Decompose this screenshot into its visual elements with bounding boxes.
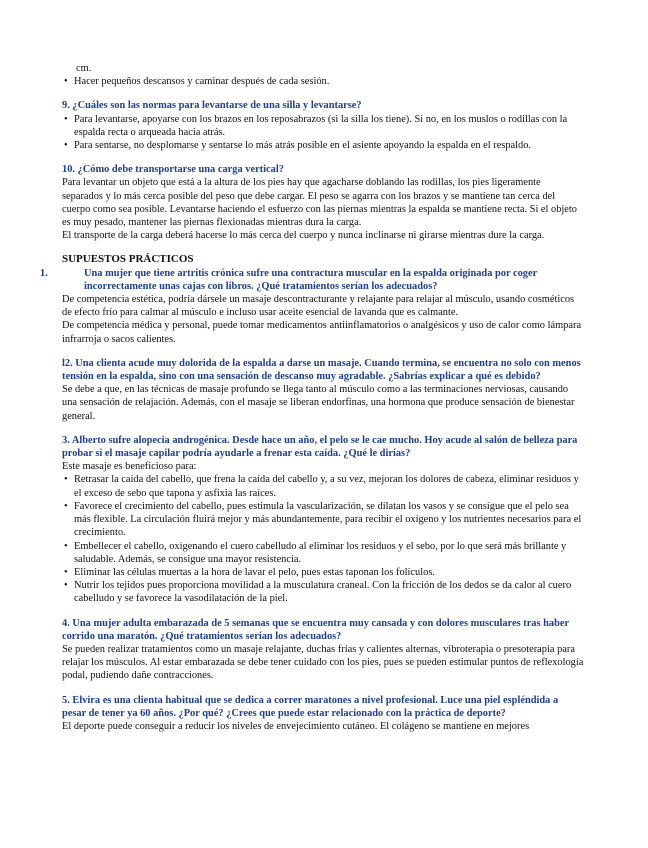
document-page <box>40 62 584 733</box>
list-item: • Embellecer el cabello, oxigenando el cuero cabelludo al eliminar los residuos y el sebo, por lo que será más brillante y saludable. Además, se consigue una mayor resistencia. <box>62 540 584 566</box>
paragraph: De competencia médica y personal, puede tomar medicamentos antiinflamatorios o analgésicos y uso de calor como lámpara infrarroja o sacos calientes. <box>62 320 582 345</box>
list-item: • Hacer pequeños descansos y caminar después de cada sesión. <box>62 75 584 88</box>
list-item: • Para sentarse, no desplomarse y sentarse lo más atrás posible en el asiente apoyando la espalda en el respaldo. <box>62 139 584 152</box>
question-9-heading: 9. ¿Cuáles son las normas para levantarse de una silla y levantarse? <box>62 100 362 112</box>
paragraph: Se pueden realizar tratamientos como un masaje relajante, duchas frías y calientes alternas, vibroterapia o presoterapia para relajar los músculos. Al estar embarazada se debe tener cuidado con los pies, pues se pueden estimular puntos de reflexología podal, pudiendo dañe contracciones. <box>62 643 584 682</box>
case-4-heading: 4. Una mujer adulta embarazada de 5 semanas que se encuentra muy cansada y con dolores musculares tras haber corrido una maratón. ¿Qué tratamientos serían los adecuados? <box>62 617 569 642</box>
case-1-title: Una mujer que tiene artritis crónica sufre una contractura muscular en la espalda originada por coger incorrectamente unas cajas con libros. ¿Qué tratamientos serían los adecuados? <box>84 267 538 292</box>
paragraph: El transporte de la carga deberá hacerse lo más cerca del cuerpo y nunca inclinarse ni girarse mientras dure la carga. <box>62 230 545 242</box>
paragraph: Este masaje es beneficioso para: <box>62 461 197 473</box>
case-1-heading <box>40 267 584 293</box>
list-item: • Para levantarse, apoyarse con los brazos en los reposabrazos (si la silla los tiene). Si no, en los muslos o rodillas con la espalda recta o arqueada hacia atrás. <box>62 113 584 139</box>
paragraph: Para levantar un objeto que está a la altura de los pies hay que agacharse doblando las rodillas, los pies ligeramente separados y lo más cerca posible del peso que debe cargar. El peso se agarra con los brazos y se mantiene tan cerca del cuerpo como sea posible. Levantarse haciendo el esfuerzo con las piernas mientras la espalda se mantiene recta. Si el objeto es muy pesado, mantener las piernas flexionadas mientras dura la carga. <box>62 177 577 229</box>
list-item: • Nutrir los tejidos pues proporciona movilidad a la musculatura craneal. Con la fricción de los dedos se da calor al cuero cabelludo y se favorece la vasodilatación de la piel. <box>62 579 584 605</box>
list-item: • Eliminar las células muertas a la hora de lavar el pelo, pues estas taponan los folículos. <box>62 566 584 579</box>
case-3-heading: 3. Alberto sufre alopecia androgénica. Desde hace un año, el pelo se le cae mucho. Hoy acude al salón de belleza para probar si el masaje capilar podría ayudarle a frenar esta caída. ¿Qué le dirías? <box>62 434 578 460</box>
paragraph: El deporte puede conseguir a reducir los niveles de envejecimiento cutáneo. El colágeno se mantiene en mejores <box>62 720 530 732</box>
paragraph: Se debe a que, en las técnicas de masaje profundo se llega tanto al músculo como a las terminaciones nerviosas, causando una sensación de relajación. Además, con el masaje se liberan endorfinas, una hormona que produce sensación de bienestar general. <box>62 384 575 422</box>
case-number: 1. <box>40 267 48 279</box>
case-3-list <box>62 473 584 605</box>
list-item: • Favorece el crecimiento del cabello, pues estimula la vascularización, se dilatan los vasos y se consigue que el pelo sea más flexible. La circulación fluirá mejor y más abundantemente, para recibir el oxígeno y los nutrientes necesarios para el crecimiento. <box>62 500 584 540</box>
list-item: • Retrasar la caída del cabello, que frena la caída del cabello y, a su vez, mejoran los dolores de cabeza, eliminar residuos y el exceso de sebo que tapona y asfixia las raíces. <box>62 473 584 499</box>
question-10-heading: 10. ¿Cómo debe transportarse una carga vertical? <box>62 164 284 176</box>
question-9-list <box>62 113 584 153</box>
case-2-heading: l2. Una clienta acude muy dolorida de la espalda a darse un masaje. Cuando termina, se encuentra no solo con menos tensión en la espalda, sino con una sensación de descanso muy agradable. ¿Sabrías explicar a qué es debido? <box>62 357 581 383</box>
section-heading: SUPUESTOS PRÁCTICOS <box>62 253 194 266</box>
continued-text: cm. <box>76 63 92 74</box>
case-5-heading: 5. Elvira es una clienta habitual que se dedica a correr maratones a nivel profesional. Luce una piel espléndida a pesar de tener ya 60 años. ¿Por qué? ¿Crees que puede estar relacionado con la práctica de deporte? <box>62 694 559 719</box>
bullet-list-top <box>62 75 584 88</box>
paragraph: De competencia estética, podría dársele un masaje descontracturante y relajante para relajar al músculo, usando cosméticos de efecto frío para calmar al músculo e incluso usar aceite esencial de lavanda que es calmante. <box>62 294 575 319</box>
